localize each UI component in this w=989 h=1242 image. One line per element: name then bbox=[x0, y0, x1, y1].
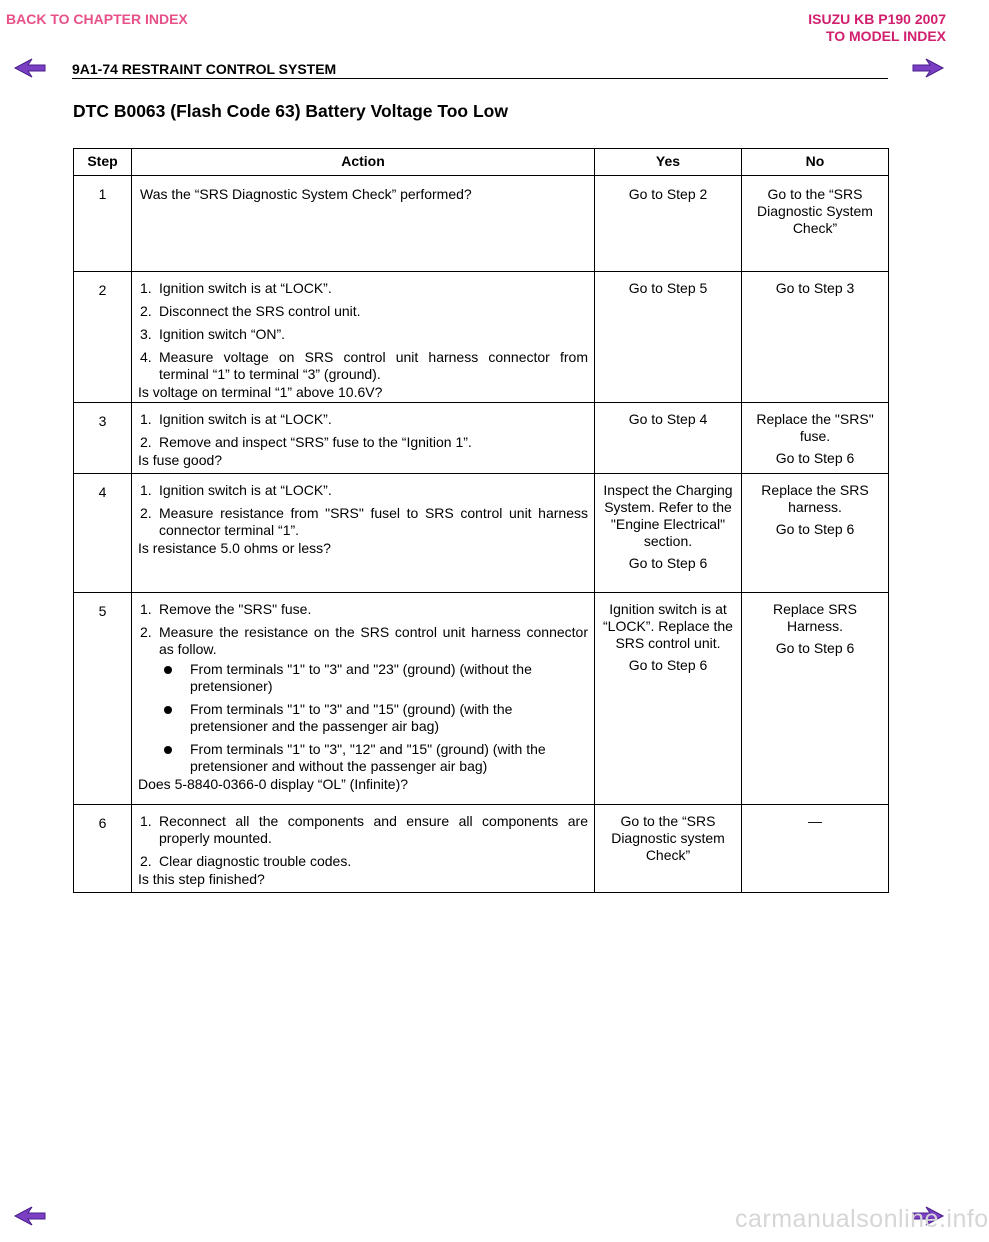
action-cell bbox=[132, 805, 595, 893]
yes-text: Go to Step 5 bbox=[628, 280, 708, 296]
no-text: Go to Step 6 bbox=[775, 521, 855, 537]
no-text: Replace the SRS harness. bbox=[761, 482, 869, 515]
action-cell bbox=[132, 272, 595, 403]
action-step-item: 1. Remove the "SRS" fuse. bbox=[140, 601, 312, 617]
table-row bbox=[74, 176, 889, 272]
bullet-dot-icon bbox=[164, 706, 172, 714]
table-header-row bbox=[74, 149, 889, 176]
table-row bbox=[74, 403, 889, 474]
next-page-arrow-icon[interactable] bbox=[912, 58, 944, 78]
no-cell bbox=[742, 403, 889, 474]
bullet-item: From terminals "1" to "3" and "15" (ground) (with the pretensioner and the passenger air bag) bbox=[138, 701, 588, 735]
diagnostic-procedure-table bbox=[73, 148, 889, 893]
table-row bbox=[74, 805, 889, 893]
table-row bbox=[74, 593, 889, 805]
to-model-index-link[interactable]: TO MODEL INDEX bbox=[825, 28, 946, 44]
step-number: 2 bbox=[74, 272, 132, 403]
action-question: Is fuse good? bbox=[138, 452, 223, 468]
no-text: Go to Step 6 bbox=[775, 450, 855, 466]
no-cell bbox=[742, 593, 889, 805]
step-number: 4 bbox=[74, 474, 132, 593]
action-step-item: 2. Disconnect the SRS control unit. bbox=[140, 303, 361, 319]
step-number: 1 bbox=[74, 176, 132, 272]
action-step-item: 2. Measure resistance from "SRS" fusel to SRS control unit harness connector terminal “1”. bbox=[140, 505, 588, 538]
action-question: Is voltage on terminal “1” above 10.6V? bbox=[138, 384, 383, 400]
no-text: Go to the “SRS Diagnostic System Check” bbox=[757, 186, 873, 236]
back-to-chapter-index-link[interactable]: BACK TO CHAPTER INDEX bbox=[6, 11, 188, 27]
yes-cell bbox=[595, 176, 742, 272]
no-cell bbox=[742, 272, 889, 403]
no-text: Go to Step 6 bbox=[775, 640, 855, 656]
yes-text: Go to Step 6 bbox=[628, 657, 708, 673]
bullet-dot-icon bbox=[164, 666, 172, 674]
header-divider bbox=[72, 78, 888, 79]
yes-cell bbox=[595, 403, 742, 474]
action-cell bbox=[132, 403, 595, 474]
yes-text: Go to Step 6 bbox=[628, 555, 708, 571]
no-cell bbox=[742, 474, 889, 593]
no-text: — bbox=[808, 813, 822, 829]
action-step-item: 2. Clear diagnostic trouble codes. bbox=[140, 853, 352, 869]
action-question: Is this step finished? bbox=[138, 871, 265, 887]
action-text: Was the “SRS Diagnostic System Check” performed? bbox=[140, 186, 472, 202]
action-question: Does 5-8840-0366-0 display “OL” (Infinite)? bbox=[138, 776, 409, 792]
bullet-item: From terminals "1" to "3", "12" and "15" (ground) (with the pretensioner and without the passenger air bag) bbox=[138, 741, 588, 775]
yes-text: Go to Step 2 bbox=[628, 186, 708, 202]
previous-page-arrow-icon[interactable] bbox=[14, 58, 46, 78]
yes-text: Inspect the Charging System. Refer to the "Engine Electrical" section. bbox=[603, 482, 733, 549]
table-row bbox=[74, 272, 889, 403]
yes-text: Go to Step 4 bbox=[628, 411, 708, 427]
action-step-item: 1. Reconnect all the components and ensure all components are properly mounted. bbox=[140, 813, 588, 846]
step-number: 6 bbox=[74, 805, 132, 893]
no-cell bbox=[742, 805, 889, 893]
action-step-item: 1. Ignition switch is at “LOCK”. bbox=[140, 280, 332, 296]
action-step-item: 2. Measure the resistance on the SRS control unit harness connector as follow. bbox=[140, 624, 588, 657]
action-cell bbox=[132, 176, 595, 272]
action-step-item: 4. Measure voltage on SRS control unit harness connector from terminal “1” to terminal “3” (ground). bbox=[140, 349, 588, 382]
no-text: Replace SRS Harness. bbox=[772, 601, 858, 634]
table-row bbox=[74, 474, 889, 593]
yes-cell bbox=[595, 272, 742, 403]
yes-text: Ignition switch is at “LOCK”. Replace the SRS control unit. bbox=[603, 601, 733, 651]
step-number: 5 bbox=[74, 593, 132, 805]
yes-text: Go to the “SRS Diagnostic system Check” bbox=[611, 813, 725, 863]
no-text: Go to Step 3 bbox=[775, 280, 855, 296]
no-text: Replace the "SRS" fuse. bbox=[756, 411, 874, 444]
page-title: DTC B0063 (Flash Code 63) Battery Voltage Too Low bbox=[73, 101, 508, 121]
previous-page-arrow-icon[interactable] bbox=[14, 1206, 46, 1226]
section-header: 9A1-74 RESTRAINT CONTROL SYSTEM bbox=[72, 61, 337, 77]
step-column-header: Step bbox=[74, 149, 132, 176]
model-index-block bbox=[808, 11, 946, 45]
action-step-item: 1. Ignition switch is at “LOCK”. bbox=[140, 482, 332, 498]
no-column-header: No bbox=[742, 149, 889, 176]
yes-cell bbox=[595, 593, 742, 805]
yes-column-header: Yes bbox=[595, 149, 742, 176]
yes-cell bbox=[595, 805, 742, 893]
yes-cell bbox=[595, 474, 742, 593]
action-cell bbox=[132, 474, 595, 593]
action-step-item: 3. Ignition switch “ON”. bbox=[140, 326, 286, 342]
action-step-item: 1. Ignition switch is at “LOCK”. bbox=[140, 411, 332, 427]
model-title-link[interactable]: ISUZU KB P190 2007 bbox=[808, 11, 946, 27]
step-number: 3 bbox=[74, 403, 132, 474]
no-cell bbox=[742, 176, 889, 272]
watermark: carmanualsonline.info bbox=[735, 1205, 989, 1233]
bullet-dot-icon bbox=[164, 746, 172, 754]
action-cell bbox=[132, 593, 595, 805]
action-step-item: 2. Remove and inspect “SRS” fuse to the “Ignition 1”. bbox=[140, 434, 472, 450]
action-question: Is resistance 5.0 ohms or less? bbox=[138, 540, 331, 556]
action-column-header: Action bbox=[132, 149, 595, 176]
bullet-item: From terminals "1" to "3" and "23" (ground) (without the pretensioner) bbox=[138, 661, 588, 695]
